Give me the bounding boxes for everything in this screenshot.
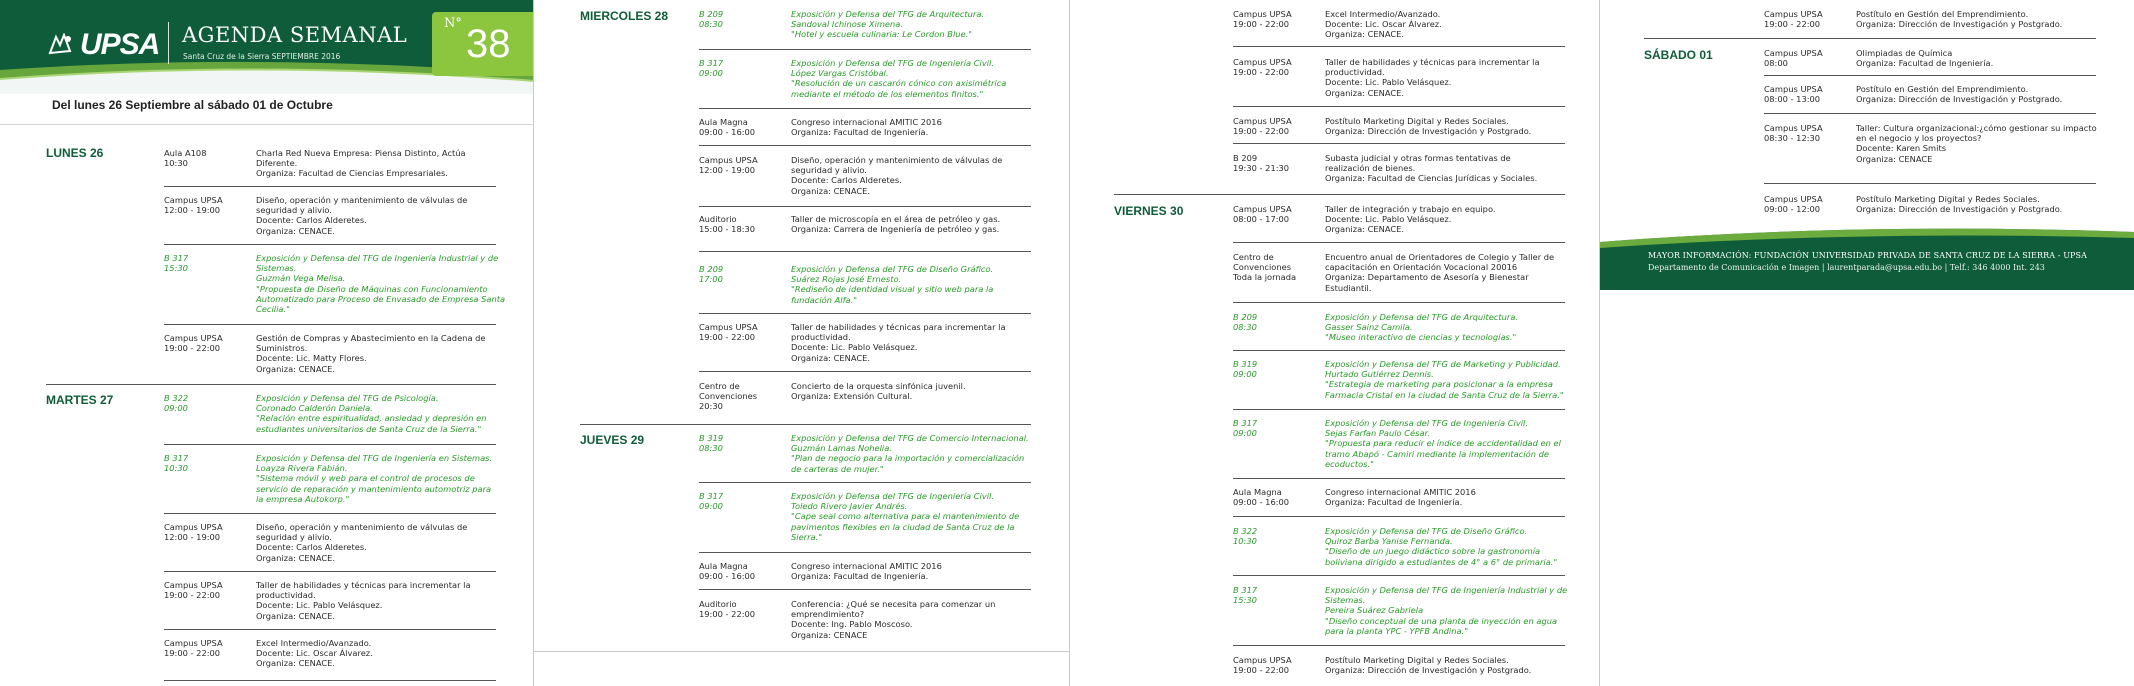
event-location: Centro de Convenciones 20:30 (699, 381, 758, 412)
event-location: Aula A108 10:30 (164, 148, 207, 169)
issue-number-label: N° (444, 16, 462, 31)
entry-divider (699, 49, 1031, 50)
entry-divider (164, 629, 496, 630)
event-description: Charla Red Nueva Empresa: Piensa Distinto, Actúa Diferente. Organiza: Facultad de Ciencias Empresariales. (256, 148, 466, 179)
event-location: B 209 19:30 - 21:30 (1233, 153, 1290, 174)
event-location: Campus UPSA 19:00 - 22:00 (1233, 9, 1292, 30)
event-location: Campus UPSA 08:00 - 13:00 (1764, 84, 1823, 105)
event-location: Auditorio 15:00 - 18:30 (699, 214, 756, 235)
date-range: Del lunes 26 Septiembre al sábado 01 de Octubre (52, 98, 333, 112)
event-location: B 319 08:30 (699, 433, 724, 454)
agenda-page-1 (0, 0, 534, 686)
day-divider (580, 424, 1031, 425)
entry-divider (164, 680, 496, 681)
event-location: B 319 09:00 (1233, 359, 1258, 380)
entry-divider (699, 552, 1031, 553)
event-location: Campus UPSA 08:00 (1764, 48, 1823, 69)
event-location: Campus UPSA 19:00 - 22:00 (164, 580, 223, 601)
event-location: Auditorio 19:00 - 22:00 (699, 599, 756, 620)
event-location: Campus UPSA 19:00 - 22:00 (1764, 9, 1823, 30)
entry-divider (699, 251, 1031, 252)
day-heading-martes: MARTES 27 (46, 393, 114, 407)
page-bottom-edge (534, 651, 1070, 652)
entry-divider (1233, 575, 1565, 576)
event-location: Campus UPSA 19:00 - 22:00 (164, 333, 223, 354)
event-location: Aula Magna 09:00 - 16:00 (1233, 487, 1290, 508)
event-location: Campus UPSA 19:00 - 22:00 (1233, 116, 1292, 137)
event-description: Exposición y Defensa del TFG de Ingeniería en Sistemas. Loayza Rivera Fabián. "Sistema móvil y web para el control de procesos de servicio de reparación y mantenimiento automotriz para la empresa Autokorp." (256, 453, 493, 504)
entry-divider (699, 589, 1031, 590)
agenda-page-3 (1070, 0, 1600, 686)
event-description: Subasta judicial y otras formas tentativas de realización de bienes. Organiza: Facultad de Ciencias Jurídicas y Sociales. (1325, 153, 1538, 184)
event-description: Excel Intermedio/Avanzado. Docente: Lic. Oscar Álvarez. Organiza: CENACE. (1325, 9, 1442, 40)
entry-divider (1233, 46, 1565, 47)
upsa-logo (48, 28, 159, 62)
entry-divider (699, 482, 1031, 483)
event-description: Taller de microscopía en el área de petróleo y gas. Organiza: Carrera de Ingeniería de petróleo y gas. (791, 214, 1001, 235)
event-description: Postítulo Marketing Digital y Redes Sociales. Organiza: Dirección de Investigación y Postgrado. (1856, 194, 2063, 215)
event-description: Exposición y Defensa del TFG de Diseño Gráfico. Quiroz Barba Yanise Fernanda. "Diseño de un juego didáctico sobre la gastronomía boliviana dirigido a estudiantes de 4° a 6° de primaria." (1325, 526, 1558, 567)
event-description: Taller: Cultura organizacional:¿cómo gestionar su impacto en el negocio y los proyectos? Docente: Karen Smits Organiza: CENACE (1856, 123, 2097, 164)
event-description: Congreso internacional AMITIC 2016 Organiza: Facultad de Ingeniería. (1325, 487, 1476, 508)
event-description: Taller de habilidades y técnicas para incrementar la productividad. Docente: Lic. Pablo Velásquez. Organiza: CENACE. (1325, 57, 1540, 98)
event-description: Exposición y Defensa del TFG de Ingeniería Civil. Sejas Farfan Paulo César. "Propuesta para reducir el índice de accidentalidad en el tramo Abapó - Camiri mediante la implementación de ecoductos." (1325, 418, 1561, 469)
event-location: Campus UPSA 19:00 - 22:00 (164, 638, 223, 659)
event-description: Taller de habilidades y técnicas para incrementar la productividad. Docente: Lic. Pablo Velásquez. Organiza: CENACE. (791, 322, 1006, 363)
event-description: Exposición y Defensa del TFG de Comercio Internacional. Guzmán Lamas Nohelia. "Plan de negocio para la importación y comercialización de carteras de mujer." (791, 433, 1029, 474)
event-description: Excel Intermedio/Avanzado. Docente: Lic. Oscar Álvarez. Organiza: CENACE. (256, 638, 373, 669)
event-location: Aula Magna 09:00 - 16:00 (699, 561, 756, 582)
event-description: Postítulo en Gestión del Emprendimiento. Organiza: Dirección de Investigación y Postgrado. (1856, 84, 2063, 105)
event-location: B 322 09:00 (164, 393, 189, 414)
event-description: Olimpiadas de Química Organiza: Facultad de Ingeniería. (1856, 48, 1994, 69)
event-description: Exposición y Defensa del TFG de Diseño Gráfico. Suárez Rojas José Ernesto. "Rediseño de identidad visual y sitio web para la fundación Alfa." (791, 264, 994, 305)
event-description: Diseño, operación y mantenimiento de válvulas de seguridad y alivio. Docente: Carlos Alderetes. Organiza: CENACE. (256, 195, 468, 236)
entry-divider (164, 513, 496, 514)
entry-divider (164, 324, 496, 325)
event-description: Exposición y Defensa del TFG de Ingeniería Civil. Toledo Rivero Javier Andrés. "Cape seal como alternativa para el mantenimiento de pavimentos flexibles en la ciudad de Santa Cruz de la Sierra." (791, 491, 1020, 542)
entry-divider (699, 206, 1031, 207)
issue-number-badge (432, 12, 534, 76)
event-description: Congreso internacional AMITIC 2016 Organiza: Facultad de Ingeniería. (791, 117, 942, 138)
header-divider (168, 22, 169, 64)
event-description: Diseño, operación y mantenimiento de válvulas de seguridad y alivio. Docente: Carlos Alderetes. Organiza: CENACE. (256, 522, 468, 563)
event-location: Aula Magna 09:00 - 16:00 (699, 117, 756, 138)
event-location: Centro de Convenciones Toda la jornada (1233, 252, 1297, 283)
header-banner (0, 0, 534, 94)
event-description: Postítulo Marketing Digital y Redes Sociales. Organiza: Dirección de Investigación y Postgrado. (1325, 655, 1532, 676)
event-description: Postítulo Marketing Digital y Redes Sociales. Organiza: Dirección de Investigación y Postgrado. (1325, 116, 1532, 137)
event-location: Campus UPSA 19:00 - 22:00 (1233, 57, 1292, 78)
day-divider (46, 384, 496, 385)
footer-info: MAYOR INFORMACIÓN: FUNDACIÓN UNIVERSIDAD PRIVADA DE SANTA CRUZ DE LA SIERRA - UPSA (1648, 251, 2087, 260)
entry-divider (1764, 113, 2096, 114)
event-description: Concierto de la orquesta sinfónica juvenil. Organiza: Extensión Cultural. (791, 381, 966, 402)
event-description: Exposición y Defensa del TFG de Arquitectura. Gasser Sainz Camila. "Museo interactivo de ciencias y tecnologías." (1325, 312, 1519, 343)
entry-divider (164, 444, 496, 445)
day-divider (1114, 194, 1565, 195)
entry-divider (1233, 409, 1565, 410)
event-description: Postítulo en Gestión del Emprendimiento. Organiza: Dirección de Investigación y Postgrado. (1856, 9, 2063, 30)
issue-number: 38 (466, 22, 511, 66)
event-location: Campus UPSA 12:00 - 19:00 (699, 155, 758, 176)
event-description: Encuentro anual de Orientadores de Colegio y Taller de capacitación en Orientación Vocacional 20016 Organiza: Departamento de Asesoría y Bienestar Estudiantil. (1325, 252, 1555, 293)
event-location: B 317 10:30 (164, 453, 189, 474)
event-description: Taller de habilidades y técnicas para incrementar la productividad. Docente: Lic. Pablo Velásquez. Organiza: CENACE. (256, 580, 471, 621)
event-location: B 209 08:30 (1233, 312, 1258, 333)
event-location: Campus UPSA 12:00 - 19:00 (164, 195, 223, 216)
event-location: B 317 09:00 (1233, 418, 1258, 439)
event-location: Campus UPSA 12:00 - 19:00 (164, 522, 223, 543)
entry-divider (164, 244, 496, 245)
event-location: Campus UPSA 08:30 - 12:30 (1764, 123, 1823, 144)
footer-banner (1600, 224, 2134, 290)
day-heading-sabado: SÁBADO 01 (1644, 48, 1713, 62)
event-location: B 317 15:30 (1233, 585, 1258, 606)
entry-divider (1233, 516, 1565, 517)
event-description: Exposición y Defensa del TFG de Ingeniería Industrial y de Sistemas. Pereira Suárez Gabriela "Diseño conceptual de una planta de inyección en agua para la planta YPC - YPFB Andina." (1325, 585, 1568, 636)
event-location: Campus UPSA 19:00 - 22:00 (1233, 655, 1292, 676)
day-heading-viernes: VIERNES 30 (1114, 204, 1184, 218)
entry-divider (1764, 183, 2096, 184)
entry-divider (699, 371, 1031, 372)
event-description: Exposición y Defensa del TFG de Ingeniería Civil. López Vargas Cristóbal. "Resolución de un cascarón cónico con axisimétrica mediante el método de los elementos finitos." (791, 58, 1007, 99)
event-location: Campus UPSA 08:00 - 17:00 (1233, 204, 1292, 225)
entry-divider (1233, 645, 1565, 646)
entry-divider (1233, 143, 1565, 144)
footer-contact: Departamento de Comunicación e Imagen | laurentparada@upsa.edu.bo | Telf.: 346 4000 Int. 243 (1648, 263, 2045, 272)
day-heading-miercoles: MIERCOLES 28 (580, 9, 669, 23)
event-description: Exposición y Defensa del TFG de Marketing y Publicidad. Hurtado Gutiérrez Dennis. "Estrategia de marketing para posicionar a la empresa Farmacia Cristal en la ciudad de Santa Cruz de la Sierra." (1325, 359, 1564, 400)
divider (0, 124, 534, 125)
event-location: B 322 10:30 (1233, 526, 1258, 547)
logo-text: UPSA (80, 28, 160, 61)
day-divider (1644, 38, 2096, 39)
event-location: Campus UPSA 19:00 - 22:00 (699, 322, 758, 343)
event-description: Taller de integración y trabajo en equipo. Docente: Lic. Pablo Velásquez. Organiza: CENACE. (1325, 204, 1496, 235)
entry-divider (164, 571, 496, 572)
entry-divider (1233, 478, 1565, 479)
entry-divider (1233, 242, 1565, 243)
event-description: Diseño, operación y mantenimiento de válvulas de seguridad y alivio. Docente: Carlos Alderetes. Organiza: CENACE. (791, 155, 1003, 196)
event-description: Exposición y Defensa del TFG de Psicología. Coronado Calderón Daniela. "Relación entre espiritualidad, ansiedad y depresión en estudiantes universitarios de Santa Cruz de la Sierra." (256, 393, 487, 434)
event-location: B 209 08:30 (699, 9, 724, 30)
event-description: Exposición y Defensa del TFG de Ingeniería Industrial y de Sistemas. Guzmán Vega Melisa. "Propuesta de Diseño de Máquinas con Funcionamiento Automatizado para Proceso de Envasado de Empresa Santa Cecilia." (256, 253, 506, 315)
entry-divider (1233, 350, 1565, 351)
page-title: AGENDA SEMANAL (182, 23, 408, 47)
upsa-emblem-icon (48, 33, 76, 57)
event-description: Congreso internacional AMITIC 2016 Organiza: Facultad de Ingeniería. (791, 561, 942, 582)
event-description: Conferencia: ¿Qué se necesita para comenzar un emprendimiento? Docente: Ing. Pablo Moscoso. Organiza: CENACE (791, 599, 996, 640)
event-description: Gestión de Compras y Abastecimiento en la Cadena de Suministros. Docente: Lic. Matty Flores. Organiza: CENACE. (256, 333, 486, 374)
event-location: B 209 17:00 (699, 264, 724, 285)
entry-divider (699, 313, 1031, 314)
entry-divider (1764, 75, 2096, 76)
day-heading-jueves: JUEVES 29 (580, 433, 645, 447)
page-subtitle: Santa Cruz de la Sierra SEPTIEMBRE 2016 (183, 52, 341, 61)
entry-divider (1233, 302, 1565, 303)
event-description: Exposición y Defensa del TFG de Arquitectura. Sandoval Ichinose Ximena. "Hotel y escuela culinaria: Le Cordon Blue." (791, 9, 985, 40)
agenda-page-4 (1600, 0, 2134, 686)
event-location: B 317 09:00 (699, 58, 724, 79)
event-location: B 317 09:00 (699, 491, 724, 512)
entry-divider (699, 108, 1031, 109)
entry-divider (699, 145, 1031, 146)
entry-divider (164, 186, 496, 187)
event-location: Campus UPSA 09:00 - 12:00 (1764, 194, 1823, 215)
day-heading-lunes: LUNES 26 (46, 146, 104, 160)
event-location: B 317 15:30 (164, 253, 189, 274)
entry-divider (1233, 106, 1565, 107)
agenda-page-2 (534, 0, 1070, 686)
